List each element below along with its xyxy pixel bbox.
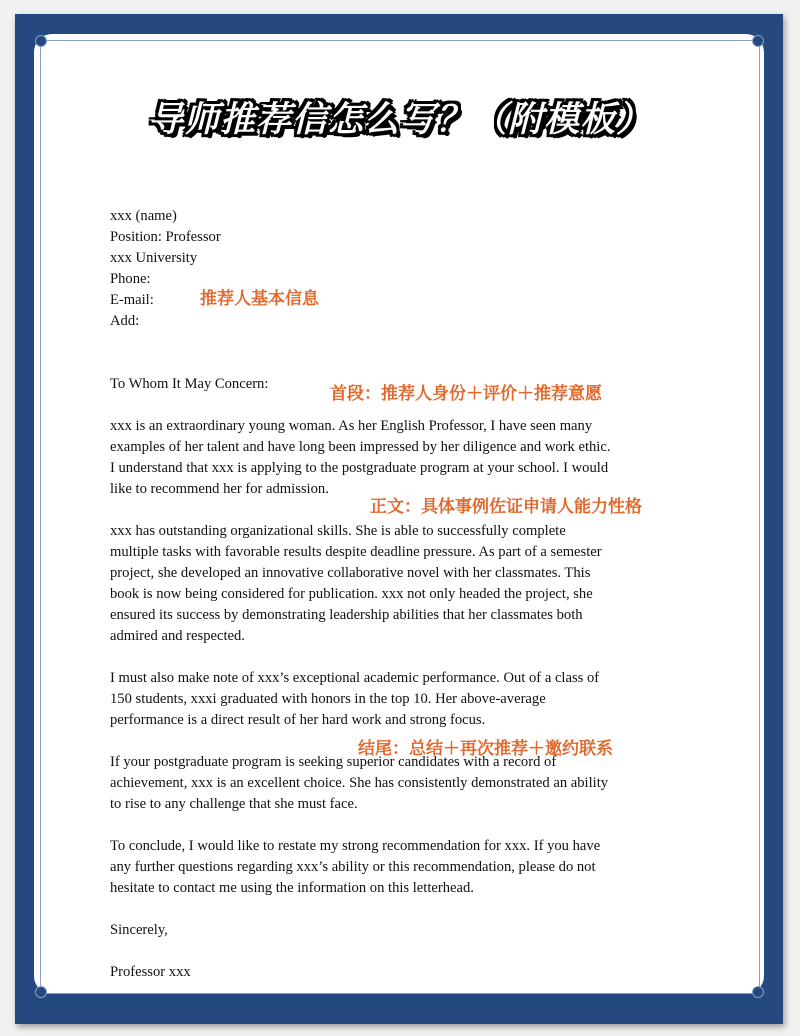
paragraph-line: achievement, xxx is an excellent choice. She has consistently demonstrated an ability: [110, 775, 609, 791]
corner-dot-top-left-icon: [35, 35, 47, 47]
closing: Sincerely,: [110, 922, 168, 938]
paragraph-line: To conclude, I would like to restate my strong recommendation for xxx. If you have: [110, 838, 601, 854]
annotation-body: 正文：具体事例佐证申请人能力性格: [370, 497, 642, 517]
paragraph-line: any further questions regarding xxx’s ability or this recommendation, please do not: [110, 859, 596, 875]
corner-dot-bottom-left-icon: [35, 986, 47, 998]
paragraph-line: admired and respected.: [110, 628, 245, 644]
corner-dot-top-right-icon: [752, 35, 764, 47]
paragraph-3: [110, 668, 700, 731]
paragraph-line: xxx has outstanding organizational skills. She is able to successfully complete: [110, 523, 566, 539]
paragraph-line: examples of her talent and have long been impressed by her diligence and work ethic.: [110, 439, 611, 455]
paragraph-4: [110, 752, 700, 815]
annotation-basic-info: 推荐人基本信息: [200, 289, 319, 309]
salutation: To Whom It May Concern:: [110, 376, 269, 392]
sender-phone: Phone:: [110, 271, 151, 287]
sender-address: Add:: [110, 313, 140, 329]
paragraph-line: to rise to any challenge that she must face.: [110, 796, 358, 812]
paragraph-line: xxx is an extraordinary young woman. As her English Professor, I have seen many: [110, 418, 593, 434]
paragraph-1: [110, 416, 700, 500]
paragraph-line: If your postgraduate program is seeking superior candidates with a record of: [110, 754, 557, 770]
corner-dot-bottom-right-icon: [752, 986, 764, 998]
paragraph-line: I understand that xxx is applying to the postgraduate program at your school. I would: [110, 460, 609, 476]
page-title: 导师推荐信怎么写？（附模板）: [147, 100, 652, 140]
annotation-opening: 首段：推荐人身份＋评价＋推荐意愿: [330, 384, 602, 404]
letter-body: [110, 206, 700, 983]
sender-info: [110, 206, 700, 332]
paragraph-line: like to recommend her for admission.: [110, 481, 329, 497]
sender-name: xxx (name): [110, 208, 177, 224]
paragraph-line: multiple tasks with favorable results despite deadline pressure. As part of a semester: [110, 544, 602, 560]
paragraph-line: 150 students, xxxi graduated with honors in the top 10. Her above-average: [110, 691, 546, 707]
paragraph-line: hesitate to contact me using the information on this letterhead.: [110, 880, 474, 896]
sender-email: E-mail:: [110, 292, 154, 308]
paragraph-line: performance is a direct result of her hard work and strong focus.: [110, 712, 486, 728]
signature: Professor xxx: [110, 964, 191, 980]
paragraph-line: ensured its success by demonstrating leadership abilities that her classmates both: [110, 607, 583, 623]
paragraph-line: I must also make note of xxx’s exceptional academic performance. Out of a class of: [110, 670, 600, 686]
sender-university: xxx University: [110, 250, 198, 266]
paragraph-2: [110, 521, 700, 647]
paragraph-5: [110, 836, 700, 899]
paragraph-line: book is now being considered for publication. xxx not only headed the project, she: [110, 586, 593, 602]
annotation-ending: 结尾：总结＋再次推荐＋邀约联系: [358, 739, 613, 759]
sender-position: Position: Professor: [110, 229, 221, 245]
paragraph-line: project, she developed an innovative collaborative novel with her classmates. This: [110, 565, 591, 581]
